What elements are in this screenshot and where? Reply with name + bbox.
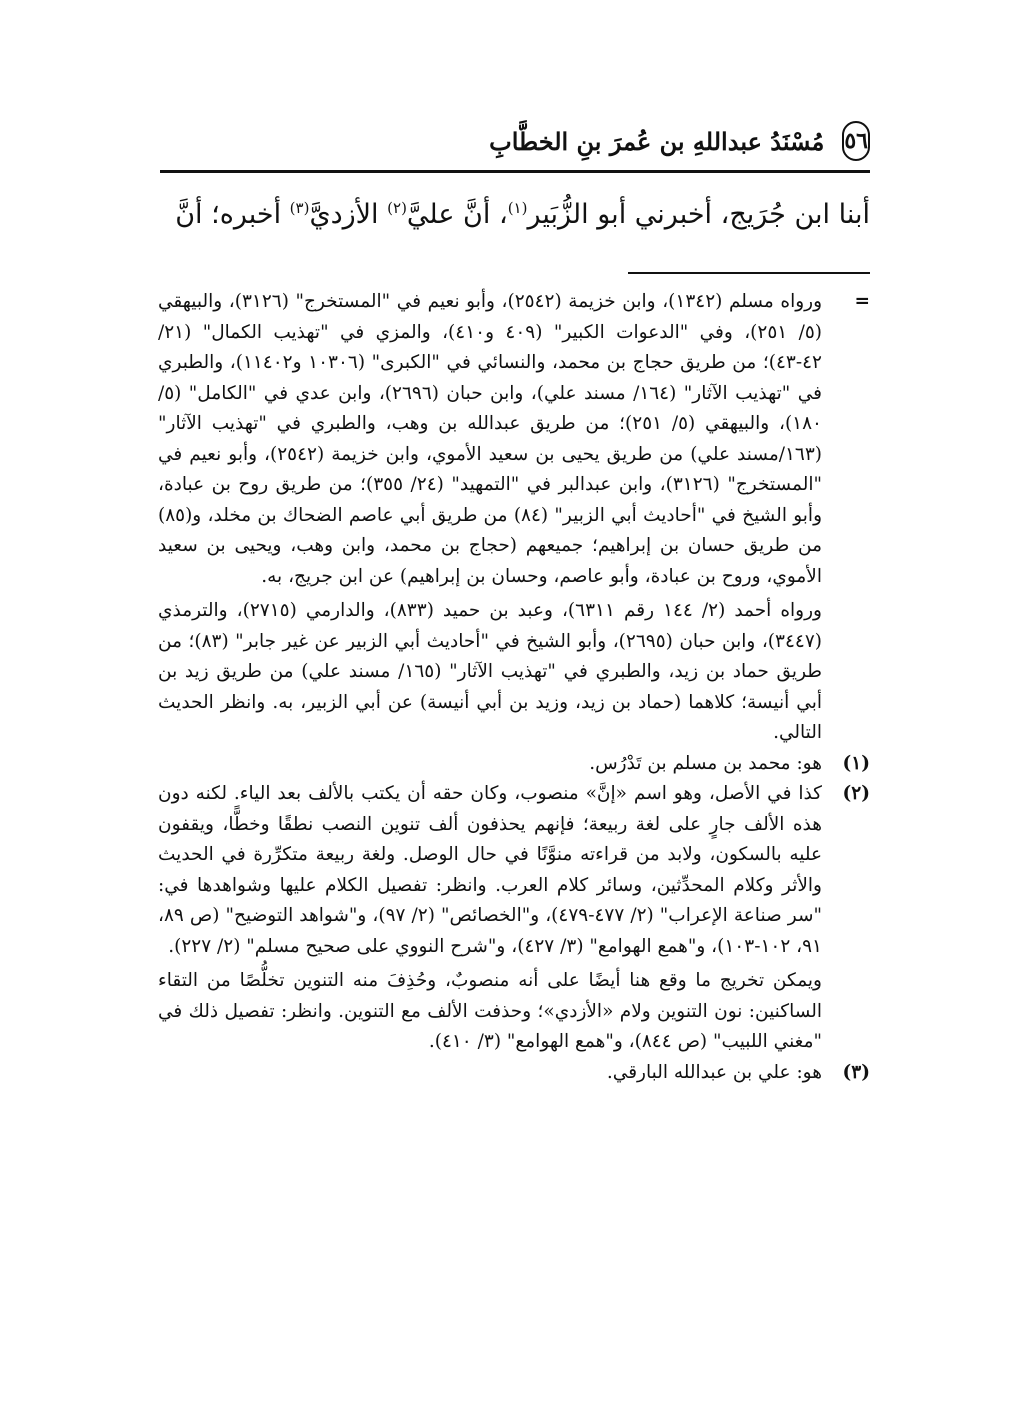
- footnote-ref-1[interactable]: (١): [507, 199, 528, 217]
- main-text-segment: أبنا ابن جُرَيج، أخبرني أبو الزُّبَير: [527, 199, 870, 230]
- footnotes-section: [158, 287, 870, 1088]
- footnote-marker: =: [854, 291, 870, 312]
- main-text-segment: أخبره؛ أنَّ: [175, 199, 290, 230]
- main-text-line: [150, 184, 870, 239]
- footnote-marker: (٢): [842, 783, 870, 804]
- running-header-title: مُسْنَدُ عبداللهِ بن عُمرَ بنِ الخطَّابِ: [489, 126, 825, 156]
- footnote-1: [158, 749, 870, 780]
- footnote-separator: [628, 272, 870, 274]
- footnote-continued: [158, 287, 870, 749]
- header-divider: [160, 170, 870, 173]
- footnote-ref-2[interactable]: (٢): [387, 199, 407, 217]
- footnote-2: [158, 779, 870, 1058]
- footnote-ref-3[interactable]: (٣): [289, 199, 310, 217]
- main-text-segment: الأزديَّ: [309, 199, 388, 230]
- footnote-marker: (٣): [842, 1061, 870, 1083]
- footnote-paragraph: كذا في الأصل، وهو اسم «إنَّ» منصوب، وكان حقه أن يكتب بالألف بعد الياء. لكنه دون هذه الألف جارٍ على لغة ربيعة؛ فإنهم يحذفون ألف تنوين النصب نطقًا وخطًّا، ويقفون عليه بالسكون، ولابد من قراءته منوَّنًا في حال الوصل. ولغة ربيعة متكرِّرة في الحديث والأثر وكلام المحدِّثين، وسائر كلام العرب. وانظر: تفصيل الكلام عليها وشواهدها في: "سر صناعة الإعراب" (٢/ ٤٧٧-٤٧٩)، و"الخصائص" (٢/ ٩٧)، و"شواهد التوضيح" (ص ٨٩، ٩١، ١٠٢-١٠٣)، و"همع الهوامع" (٣/ ٤٢٧)، و"شرح النووي على صحيح مسلم" (٢/ ٢٢٧).: [158, 783, 823, 957]
- main-text-segment: ، أنَّ عليَّ: [406, 199, 508, 230]
- footnote-3: [158, 1058, 870, 1089]
- footnote-paragraph: ويمكن تخريج ما وقع هنا أيضًا على أنه منصوبٌ، وحُذِفَ منه التنوين تخلُّصًا من التقاء الساكنين: نون التنوين ولام «الأزدي»؛ وحذفت الألف مع التنوين. وانظر: تفصيل ذلك في "مغني اللبيب" (ص ٨٤٤)، و"همع الهوامع" (٣/ ٤١٠).: [158, 970, 822, 1052]
- page-number-badge: ٥٦: [842, 121, 870, 161]
- footnote-paragraph: هو: علي بن عبدالله البارقي.: [606, 1061, 822, 1083]
- footnote-paragraph: هو: محمد بن مسلم بن تَدْرُس.: [589, 752, 822, 774]
- footnote-paragraph: ورواه أحمد (٢/ ١٤٤ رقم ٦٣١١)، وعبد بن حميد (٨٣٣)، والدارمي (٢٧١٥)، والترمذي (٣٤٤٧)، وابن حبان (٢٦٩٥)، وأبو الشيخ في "أحاديث أبي الزبير عن غير جابر" (٨٣)؛ من طريق حماد بن زيد، والطبري في "تهذيب الآثار" (١٦٥/ مسند علي) من طريق زيد بن أبي أنيسة؛ كلاهما (حماد بن زيد، وزيد بن أبي أنيسة) عن أبي الزبير، به. وانظر الحديث التالي.: [158, 600, 822, 743]
- running-header: [490, 118, 870, 164]
- footnote-paragraph: ورواه مسلم (١٣٤٢)، وابن خزيمة (٢٥٤٢)، وأبو نعيم في "المستخرج" (٣١٢٦)، والبيهقي (٥/ ٢٥١)، وفي "الدعوات الكبير" (٤٠٩ و٤١٠)، والمزي في "تهذيب الكمال" (٢١/ ٤٢-٤٣)؛ من طريق حجاج بن محمد، والنسائي في "الكبرى" (١٠٣٠٦ و١١٤٠٢)، والطبري في "تهذيب الآثار" (١٦٤/ مسند علي)، وابن حبان (٢٦٩٦)، وابن عدي في "الكامل" (٥/ ١٨٠)، والبيهقي (٥/ ٢٥١)؛ من طريق عبدالله بن وهب، والطبري في "تهذيب الآثار" (١٦٣/مسند علي) من طريق يحيى بن سعيد الأموي، وابن خزيمة (٢٥٤٢)، وأبو نعيم في "المستخرج" (٣١٢٦)، وابن عبدالبر في "التمهيد" (٢٤/ ٣٥٥)؛ من طريق روح بن عبادة، وأبو الشيخ في "أحاديث أبي الزبير" (٨٤) من طريق أبي عاصم الضحاك بن مخلد، و(٨٥) من طريق حسان بن إبراهيم؛ جميعهم (حجاج بن محمد، وابن وهب، ويحيى بن سعيد الأموي، وروح بن عبادة، وأبو عاصم، وحسان بن إبراهيم) عن ابن جريج، به.: [158, 291, 823, 587]
- footnote-marker: (١): [842, 752, 870, 774]
